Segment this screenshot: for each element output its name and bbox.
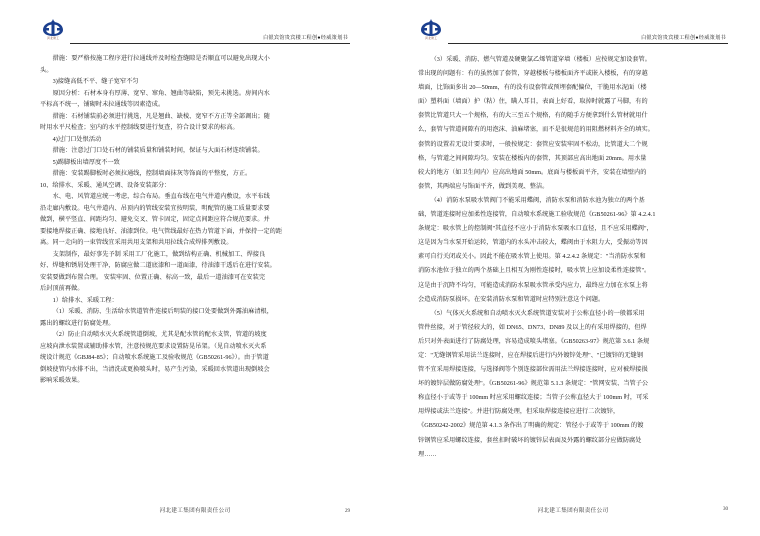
paragraph: 套管的设置若无设计要求时，一般按规定：套管应安装牢固不松动，比管道大二个规 <box>418 140 648 148</box>
paragraph: 理…… <box>418 450 437 458</box>
paragraph: 管件丝接，对于管径较大的，如 DN65、DN73、DN89 及以上的有采用焊接的，但焊 <box>418 323 647 331</box>
paragraph: 后封顶前再做。 <box>40 285 84 292</box>
paragraph: 统设计规范《GBJ84-85》；自动喷水系统施工及验收规范《GB50261-96》）。由于管道 <box>40 354 269 361</box>
paragraph: 露出的螺纹进行防腐处理。 <box>40 319 115 327</box>
paragraph: 沿走廊内敷设。电气井道内、吊顶内的管线安装宜按明装，明配管的施工质量要求要 <box>40 204 270 212</box>
paragraph: 用焊接或法兰连接"。并进行防腐处理，但采取焊接连接应进行二次镀锌， <box>418 408 620 416</box>
paragraph: 措施：要严格按施工程序进行拉通线并及时检查缝隙是否顺直可以避免出现大小 <box>52 55 270 62</box>
paragraph: 定："无缝钢管采用法兰连接时，应在焊接后进行内外镀锌处理"、"已镀锌的无缝钢 <box>418 351 643 359</box>
page-header-title: 白银宾馆贵宾楼工程创●经威策划书 <box>263 35 348 41</box>
paragraph: 会造成消防泵损坏。在安装消防水泵和管道时应特别注意这个问题。 <box>418 295 605 303</box>
paragraph: （4）消防水泵吸水管阀门不能采用蝶阀，消防水泵和消防水池为独立的两个基 <box>430 196 645 204</box>
paragraph: 套管比管道只大一个规格，有的大三至五个规格，有的随手方便拿到什么管材就用什 <box>418 112 648 120</box>
paragraph: 格，与管道之间间隙均匀。安装在楼板内的套管，其顶部应高出地面 20mm。用水量 <box>418 154 647 162</box>
paragraph: 这是因为当水泵开始运转，管道内的水头冲击较大，蝶阀由于水阻力大，受振动等因 <box>418 239 648 247</box>
paragraph: 10、给排水、采暖、通风空调、设备安装部分： <box>40 181 171 189</box>
page-header-title: 白银宾馆贵宾楼工程创●经威策划书 <box>641 35 726 41</box>
paragraph: 措施：注意过门口处石材的铺装质量和铺装时间，保证与大面石材连续铺装。 <box>52 147 264 154</box>
paragraph: 5)踢脚板出墙厚度不一致 <box>52 158 120 166</box>
header-divider <box>70 43 350 44</box>
paragraph: 管不宜采用焊接连接，与选择阀等个别连接部位需用法兰焊接连接时，应对被焊接损 <box>418 366 648 374</box>
page-body-right <box>418 44 728 500</box>
logo-caption: 河北建工 <box>424 36 438 41</box>
page-number: 29 <box>345 509 350 514</box>
paragraph: 支架制作，最好事先予制 采用工厂化施工，做到结构正确、机械加工、焊接良 <box>52 250 266 258</box>
paragraph: 这是由于沉降不均匀，可能造成消防水泵吸水管承受内应力，最终应力加在水泵上将 <box>418 281 648 289</box>
paragraph: 好、焊缝和锈屑处理干净，防腐应做二道底漆和一道面漆，待油漆干透后在进行安装。 <box>40 262 276 269</box>
page-footer-right <box>418 500 728 536</box>
document-page-right <box>380 0 760 536</box>
paragraph: （1）采暖、消防、生活给水管道管件连接后明装的接口处要做到外露油麻清根， <box>52 308 273 315</box>
paragraph: 影响采暖效果。 <box>40 377 84 384</box>
paragraph: 要接地焊接正确、接地良好、油漆到位。电气管线最好在热力管道下面，并保持一定的距 <box>40 227 283 235</box>
logo-caption: 河北建工 <box>46 36 60 41</box>
paragraph: 锌钢管应采用螺纹连接，套丝扣时破坏的镀锌层表面及外露的螺纹部分应做防腐处 <box>418 436 642 444</box>
paragraph: 套管，其两端应与饰面平齐，做到美观、整洁。 <box>418 182 549 190</box>
page-body-left <box>40 44 350 502</box>
paragraph: 原因分析：石材本身有厚薄、宽窄、窜角、翘曲等缺陷，预先未挑选。房间内水 <box>52 89 270 97</box>
paragraph: 坏的镀锌层做防腐处理"。《GB50261-96》规范第 5.1.3 条规定："管网安装、当管子公 <box>418 380 649 388</box>
paragraph: 做到，横平竖直、间距均匀、避免交叉、管卡固定，固定点间距应符合规范要求。并 <box>40 216 270 223</box>
paragraph: 《GB50242-2002》规范第 4.1.3 条作出了明确的规定：管径小于或等于 100mm 的镀 <box>418 422 644 430</box>
paragraph: 面）塑料面（墙面）护（粘）住，瞒人耳目，表面上好看，取掉时就露了马脚，有的 <box>418 98 648 106</box>
paragraph: 3)接缝高低不平、缝子宽窄不匀 <box>52 78 139 85</box>
paragraph: 础，管道连接时应加柔性连接管，自动喷水系统施工验收规范《GB50261-96》第 4.2.4.1 <box>418 211 656 219</box>
footer-company-name: 河北建工集团有限责任公司 <box>537 508 609 514</box>
paragraph: 倒坡使管内水排不出，当清洗或更换喷头时，易产生污染，采暖回水管道出现倒坡会 <box>40 365 270 373</box>
paragraph: 常出现的问题有：有的虽然加了套管，穿越楼板与楼板面齐平或嵌入楼板，有的穿越 <box>418 70 648 78</box>
paragraph: 时用水平尺检查；室内的水平控制线要进行复查，符合设计要求的标高。 <box>40 124 239 131</box>
paragraph: 称直径小于或等于 100mm 时应采用螺纹连接；当管子公称直径大于 100mm 时，可采 <box>418 394 649 402</box>
paragraph: 应坡向泄水装置或辅助排水管，注意按规范要求设置防晃吊架。（见自动喷水灭火系 <box>40 342 267 350</box>
paragraph: 离。同一走向的一束管线宜采用共用支架和共用拉线合成焊排列敷设。 <box>40 239 233 246</box>
company-logo-icon <box>40 18 66 42</box>
paragraph: 么，套管与管道间隙有的用泡沫、油麻堵塞，而不是很规范的用阻燃材料齐全的填实。 <box>418 126 654 134</box>
page-footer-left <box>40 502 350 536</box>
paragraph: 措施：石材铺装前必须进行挑选，凡是翘曲、缺棱、宽窄不方正等全部调出；随 <box>52 112 270 120</box>
paragraph: 后只对外表面进行了防腐处理，容易造成喷头堵塞。《GB50263-97》规范第 3.6.1 条规 <box>418 337 650 345</box>
paragraph: 较大的地方（如卫生间内）应高出地面 50mm。底面与楼板面平齐，安装在墙壁内的 <box>418 168 647 176</box>
paragraph: 头。 <box>40 66 53 74</box>
page-number: 30 <box>723 507 728 512</box>
paragraph: （5）气体灭火系统和自动喷水灭火系统管道安装对于公称直径小的一般都采用 <box>430 309 645 317</box>
header-divider <box>448 43 728 44</box>
footer-company-name: 河北建工集团有限责任公司 <box>159 508 231 514</box>
page-header-right <box>418 18 728 44</box>
paragraph: （2）防止自动喷水灭火系统管道倒坡，尤其是配水管的配水支管，管道的坡度 <box>52 331 267 338</box>
paragraph: 4)过门口处恨活动 <box>52 135 102 143</box>
paragraph: 1）给排水、采暖工程： <box>52 296 118 304</box>
paragraph: 素可自行关闭或关小。因此不能在吸水管上使用。第 4.2.4.2 条规定："当消防水泵和 <box>418 253 646 261</box>
company-logo-icon <box>418 18 444 42</box>
paragraph: 措施：安装踢脚板时必须拉通线，控制墙面抹灰等饰面的平整度，方正。 <box>52 170 252 177</box>
page-header-left <box>40 18 350 44</box>
paragraph: 安装要做到布置合理。 安装牢固、位置正确、标高一致，最后一道油漆可在安装完 <box>40 273 266 281</box>
paragraph: 平标高不统一，铺砌时未拉通线等因素造成。 <box>40 101 165 108</box>
paragraph: 水、电、风管道应统一考虑，综合布局。垂直布线在电气井道内敷设，水平布线 <box>52 193 270 200</box>
paragraph: （3）采暖、消防、燃气管道及硬聚氯乙烯管道穿墙（楼板）应按规定加设套管。 <box>430 56 651 63</box>
paragraph: 墙面，比饰面多出 20—50mm，有的没有设套管或预埋套配偏位，干脆用水泥面（楼 <box>418 84 647 92</box>
paragraph: 条规定：吸水管上的控制阀"其直径不应小于消防水泵吸水口直径，且不应采用蝶阀"， <box>418 225 653 233</box>
paragraph: 消防水池位于独立的两个基础上且相互为刚性连接时，吸水管上应加设柔性连接管"。 <box>418 267 651 275</box>
